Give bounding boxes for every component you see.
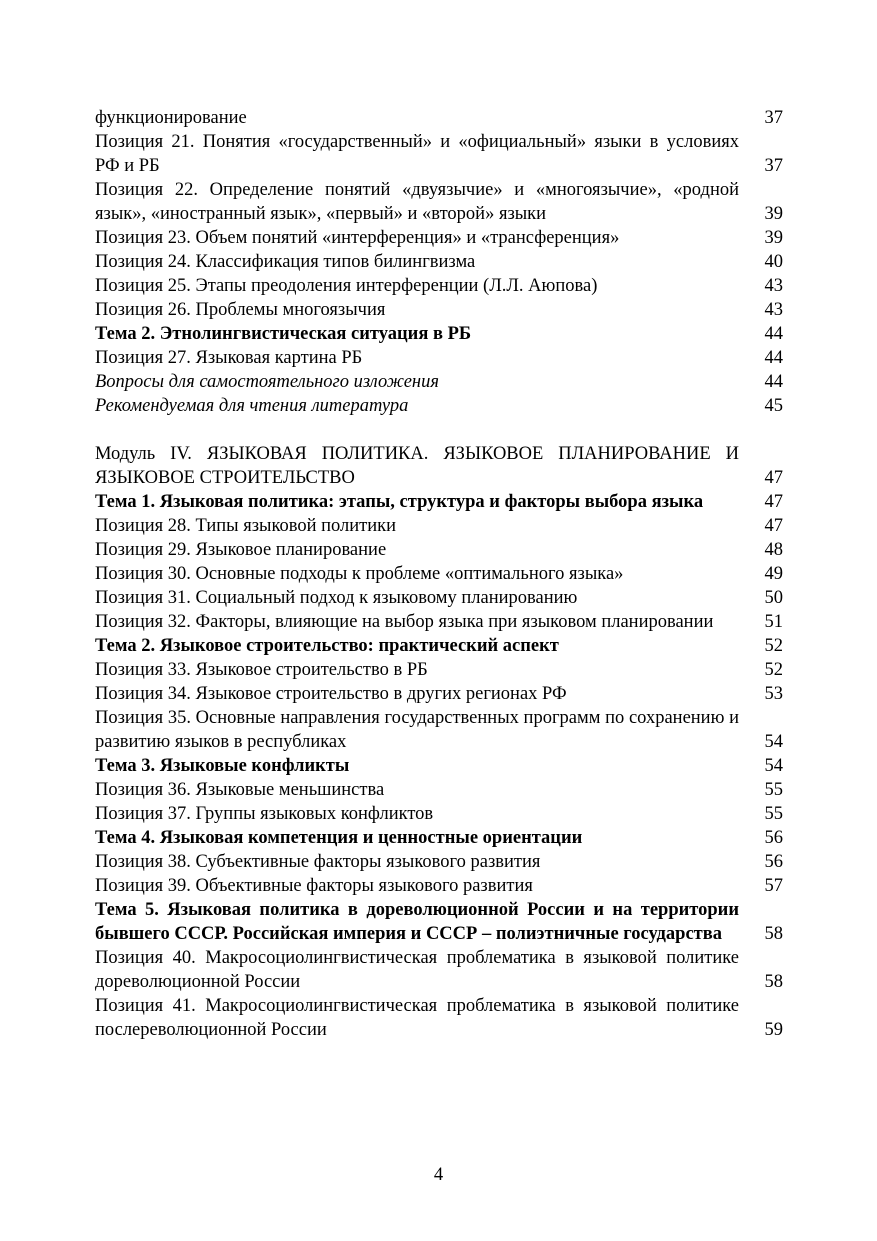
toc-entry-page: 51 <box>764 612 783 632</box>
toc-entry-page: 47 <box>764 492 783 512</box>
toc-entry-text: Модуль IV. ЯЗЫКОВАЯ ПОЛИТИКА. ЯЗЫКОВОЕ ПЛАНИРОВАНИЕ И ЯЗЫКОВОЕ СТРОИТЕЛЬСТВО <box>95 444 739 488</box>
toc-entry-page: 40 <box>764 252 783 272</box>
toc-entry-page: 45 <box>764 396 783 416</box>
toc-entry-page: 37 <box>764 156 783 176</box>
toc-entry <box>95 346 785 370</box>
toc-entry-text: Тема 1. Языковая политика: этапы, структура и факторы выбора языка <box>95 492 704 512</box>
toc-entry-text: Позиция 23. Объем понятий «интерференция» и «трансференция» <box>95 228 620 248</box>
toc-entry-literature <box>95 394 785 418</box>
toc-entry-page: 43 <box>764 276 783 296</box>
toc-entry <box>95 850 785 874</box>
toc-entry <box>95 178 785 226</box>
toc-entry-text: Тема 3. Языковые конфликты <box>95 756 350 776</box>
toc-entry-text: Позиция 37. Группы языковых конфликтов <box>95 804 434 824</box>
toc-entry-page: 50 <box>764 588 783 608</box>
toc-entry <box>95 298 785 322</box>
toc-entry-questions <box>95 370 785 394</box>
table-of-contents <box>95 106 785 1042</box>
toc-entry <box>95 994 785 1042</box>
page-number: 4 <box>433 1165 444 1185</box>
toc-entry <box>95 562 785 586</box>
toc-entry-text: Позиция 21. Понятия «государственный» и «официальный» языки в условиях РФ и РБ <box>95 132 739 176</box>
toc-entry-text: Тема 4. Языковая компетенция и ценностные ориентации <box>95 828 583 848</box>
toc-entry-text: Позиция 30. Основные подходы к проблеме «оптимального языка» <box>95 564 624 584</box>
toc-entry-text: Позиция 22. Определение понятий «двуязычие» и «многоязычие», «родной язык», «иностранный язык», «первый» и «второй» языки <box>95 180 739 224</box>
toc-entry-page: 47 <box>764 516 783 536</box>
toc-entry-page: 39 <box>764 228 783 248</box>
toc-entry-text: Позиция 40. Макросоциолингвистическая проблематика в языковой политике дореволюционной России <box>95 948 739 992</box>
toc-entry <box>95 706 785 754</box>
toc-entry-text: Позиция 26. Проблемы многоязычия <box>95 300 386 320</box>
toc-topic-heading <box>95 634 785 658</box>
toc-entry-page: 57 <box>764 876 783 896</box>
toc-entry-text: Тема 2. Этнолингвистическая ситуация в РБ <box>95 324 472 344</box>
toc-entry-text: Позиция 28. Типы языковой политики <box>95 516 397 536</box>
toc-entry-page: 56 <box>764 828 783 848</box>
toc-entry-page: 55 <box>764 780 783 800</box>
toc-entry-text: Позиция 33. Языковое строительство в РБ <box>95 660 428 680</box>
section-spacer <box>95 418 785 442</box>
toc-entry-text: Вопросы для самостоятельного изложения <box>95 372 439 392</box>
toc-entry-text: Позиция 39. Объективные факторы языкового развития <box>95 876 533 896</box>
toc-entry <box>95 658 785 682</box>
toc-entry-text: Позиция 36. Языковые меньшинства <box>95 780 385 800</box>
toc-entry-page: 39 <box>764 204 783 224</box>
toc-entry-page: 43 <box>764 300 783 320</box>
toc-entry-page: 49 <box>764 564 783 584</box>
toc-entry-text: Позиция 29. Языковое планирование <box>95 540 387 560</box>
toc-entry <box>95 274 785 298</box>
toc-entry-page: 37 <box>764 108 783 128</box>
toc-entry-text: Позиция 25. Этапы преодоления интерференции (Л.Л. Аюпова) <box>95 276 598 296</box>
toc-entry-text: Позиция 31. Социальный подход к языковому планированию <box>95 588 578 608</box>
toc-entry-text: Позиция 38. Субъективные факторы языкового развития <box>95 852 541 872</box>
toc-entry-text: Тема 5. Языковая политика в дореволюционной России и на территории бывшего СССР. Российская империя и СССР – полиэтничные государства <box>95 900 739 944</box>
toc-entry-page: 54 <box>764 732 783 752</box>
toc-entry-page: 53 <box>764 684 783 704</box>
toc-entry-text: Позиция 24. Классификация типов билингвизма <box>95 252 476 272</box>
toc-topic-heading <box>95 322 785 346</box>
toc-entry-page: 58 <box>764 924 783 944</box>
toc-entry <box>95 514 785 538</box>
toc-entry <box>95 610 785 634</box>
toc-entry-page: 59 <box>764 1020 783 1040</box>
toc-module-heading <box>95 442 785 490</box>
toc-entry <box>95 874 785 898</box>
toc-topic-heading <box>95 826 785 850</box>
toc-entry <box>95 682 785 706</box>
toc-entry <box>95 946 785 994</box>
toc-entry <box>95 130 785 178</box>
toc-entry-text: Позиция 41. Макросоциолингвистическая проблематика в языковой политике послереволюционной России <box>95 996 739 1040</box>
toc-entry <box>95 250 785 274</box>
toc-entry <box>95 802 785 826</box>
toc-entry-page: 52 <box>764 660 783 680</box>
toc-entry-page: 54 <box>764 756 783 776</box>
toc-entry-text: Позиция 35. Основные направления государственных программ по сохранению и развитию языков в республиках <box>95 708 739 752</box>
toc-entry-text: функционирование <box>95 108 247 128</box>
toc-entry-text: Позиция 27. Языковая картина РБ <box>95 348 363 368</box>
toc-entry-page: 48 <box>764 540 783 560</box>
toc-entry-page: 52 <box>764 636 783 656</box>
toc-entry-page: 44 <box>764 372 783 392</box>
toc-entry <box>95 226 785 250</box>
toc-entry-text: Позиция 34. Языковое строительство в других регионах РФ <box>95 684 567 704</box>
toc-entry-text: Позиция 32. Факторы, влияющие на выбор языка при языковом планировании <box>95 612 714 632</box>
toc-entry <box>95 106 785 130</box>
toc-entry <box>95 778 785 802</box>
toc-entry-page: 58 <box>764 972 783 992</box>
toc-entry <box>95 538 785 562</box>
toc-entry-page: 44 <box>764 348 783 368</box>
toc-entry-text: Рекомендуемая для чтения литература <box>95 396 409 416</box>
toc-topic-heading <box>95 490 785 514</box>
toc-entry-text: Тема 2. Языковое строительство: практический аспект <box>95 636 559 656</box>
toc-entry-page: 44 <box>764 324 783 344</box>
toc-entry <box>95 586 785 610</box>
toc-topic-heading <box>95 754 785 778</box>
toc-entry-page: 55 <box>764 804 783 824</box>
toc-topic-heading <box>95 898 785 946</box>
toc-entry-page: 56 <box>764 852 783 872</box>
toc-entry-page: 47 <box>764 468 783 488</box>
